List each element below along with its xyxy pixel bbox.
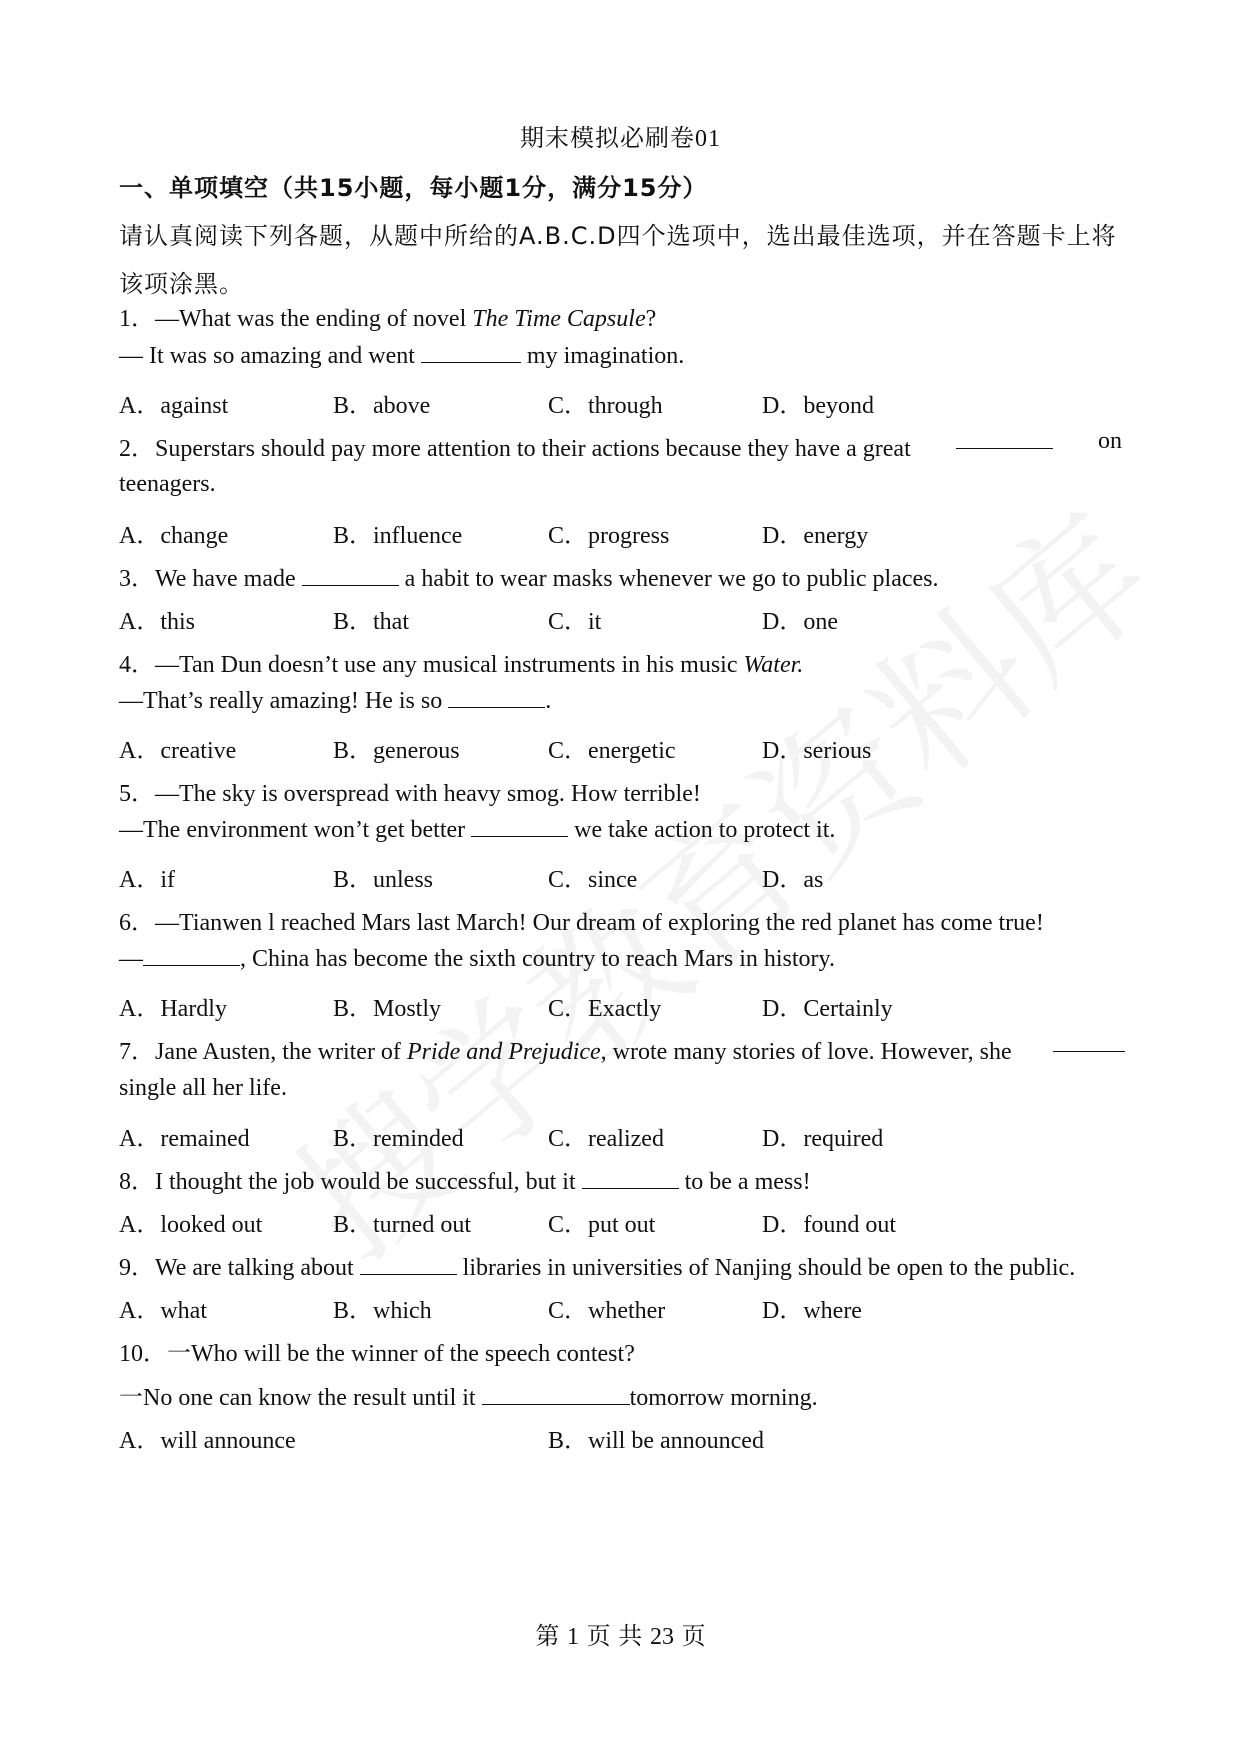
question-5-reply: —The environment won’t get better we take action to protect it. xyxy=(119,817,836,843)
option-d: D．serious xyxy=(762,738,872,764)
option-a: A．Hardly xyxy=(119,996,227,1022)
answer-blank xyxy=(956,428,1053,449)
option-b: B．influence xyxy=(333,523,463,549)
option-b: B．turned out xyxy=(333,1212,471,1238)
option-a: A．against xyxy=(119,393,229,419)
page-footer: 第 1 页 共 23 页 xyxy=(535,1622,706,1650)
option-c: C．energetic xyxy=(548,738,676,764)
option-d: D．found out xyxy=(762,1212,896,1238)
answer-blank xyxy=(143,945,240,966)
option-b: B．Mostly xyxy=(333,996,442,1022)
question-6-reply: — , China has become the sixth country to reach Mars in history. xyxy=(119,946,835,972)
answer-blank xyxy=(582,1168,679,1189)
option-b: B．will be announced xyxy=(548,1428,764,1454)
book-title: The Time Capsule xyxy=(472,306,646,332)
option-d: D．as xyxy=(762,867,824,893)
option-a: A．if xyxy=(119,867,175,893)
option-d: D．beyond xyxy=(762,393,874,419)
question-3: 3．We have made a habit to wear masks whenever we go to public places. xyxy=(119,566,939,592)
answer-blank xyxy=(302,565,399,586)
question-4: 4．—Tan Dun doesn’t use any musical instruments in his music Water. xyxy=(119,652,804,678)
answer-blank xyxy=(1053,1031,1125,1052)
option-a: A．creative xyxy=(119,738,237,764)
option-a: A．looked out xyxy=(119,1212,263,1238)
option-d: D．Certainly xyxy=(762,996,893,1022)
option-d: D．where xyxy=(762,1298,862,1324)
instructions-text: 请认真阅读下列各题，从题中所给的A.B.C.D四个选项中，选出最佳选项，并在答题卡上将该项涂黑。 xyxy=(119,222,1117,298)
answer-blank xyxy=(421,342,521,363)
option-a: A．this xyxy=(119,609,196,635)
option-b: B．unless xyxy=(333,867,434,893)
option-a: A．remained xyxy=(119,1126,250,1152)
music-title: Water. xyxy=(743,652,804,678)
section-heading: 一、单项填空（共15小题，每小题1分，满分15分） xyxy=(119,174,708,202)
page-title: 期末模拟必刷卷01 xyxy=(520,126,721,152)
option-c: C．it xyxy=(548,609,602,635)
question-5: 5．—The sky is overspread with heavy smog. How terrible! xyxy=(119,781,701,807)
option-c: C．since xyxy=(548,867,638,893)
question-2-cont: teenagers. xyxy=(119,471,216,497)
option-b: B．above xyxy=(333,393,431,419)
option-a: A．change xyxy=(119,523,229,549)
question-6: 6．—Tianwen l reached Mars last March! Our dream of exploring the red planet has come true! xyxy=(119,910,1044,936)
answer-blank xyxy=(360,1254,457,1275)
instructions xyxy=(119,212,1129,308)
option-c: C．progress xyxy=(548,523,670,549)
option-a: A．what xyxy=(119,1298,207,1324)
page-number: 1 xyxy=(567,1624,580,1650)
option-c: C．put out xyxy=(548,1212,656,1238)
option-d: D．required xyxy=(762,1126,884,1152)
question-7-cont: single all her life. xyxy=(119,1075,287,1101)
total-pages: 23 xyxy=(649,1624,674,1650)
question-4-reply: —That’s really amazing! He is so . xyxy=(119,688,552,714)
option-c: C．through xyxy=(548,393,663,419)
option-b: B．which xyxy=(333,1298,432,1324)
question-1: 1．—What was the ending of novel The Time Capsule? xyxy=(119,306,657,332)
answer-blank xyxy=(471,816,568,837)
question-10: 10．一Who will be the winner of the speech contest? xyxy=(119,1341,635,1367)
question-9: 9．We are talking about libraries in universities of Nanjing should be open to the public. xyxy=(119,1255,1076,1281)
book-title: Pride and Prejudice xyxy=(406,1039,601,1065)
option-b: B．that xyxy=(333,609,409,635)
question-1-reply: — It was so amazing and went my imagination. xyxy=(119,343,685,369)
option-a: A．will announce xyxy=(119,1428,296,1454)
question-7: 7．Jane Austen, the writer of Pride and Prejudice, wrote many stories of love. However, she xyxy=(119,1031,1125,1066)
option-c: C．Exactly xyxy=(548,996,662,1022)
option-c: C．realized xyxy=(548,1126,664,1152)
question-2: 2．Superstars should pay more attention to their actions because they have a great on xyxy=(119,428,1122,462)
answer-blank xyxy=(482,1384,630,1405)
option-d: D．energy xyxy=(762,523,869,549)
question-8: 8．I thought the job would be successful, but it to be a mess! xyxy=(119,1169,811,1195)
answer-blank xyxy=(448,687,545,708)
option-c: C．whether xyxy=(548,1298,666,1324)
option-b: B．generous xyxy=(333,738,460,764)
option-b: B．reminded xyxy=(333,1126,464,1152)
question-10-reply: 一No one can know the result until it tomorrow morning. xyxy=(119,1385,818,1411)
option-d: D．one xyxy=(762,609,838,635)
